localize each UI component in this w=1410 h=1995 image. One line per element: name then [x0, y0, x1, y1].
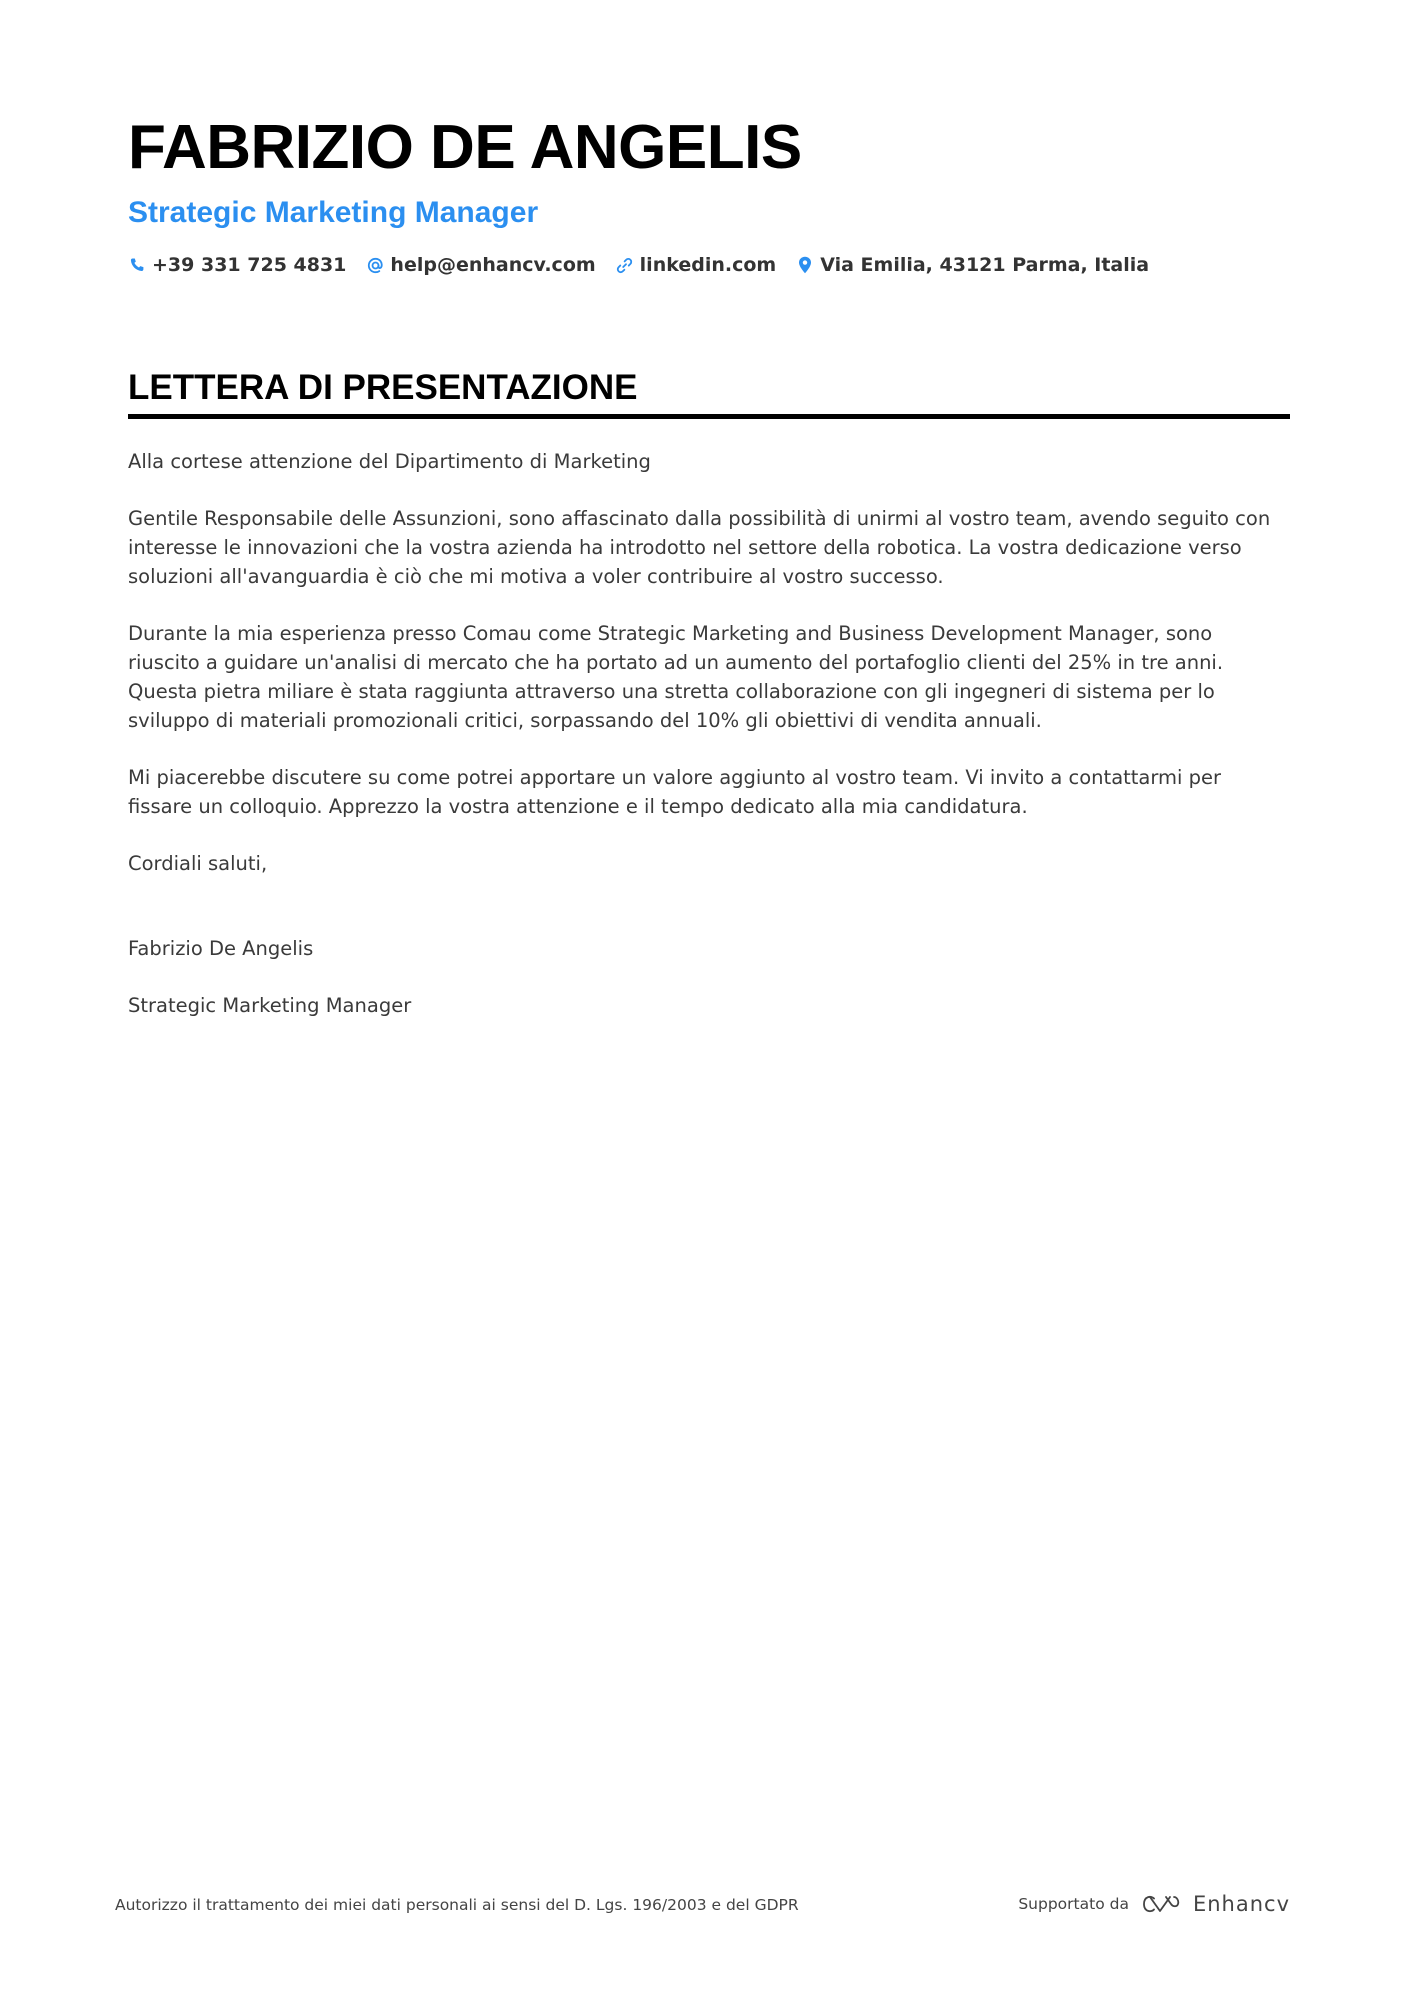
contact-bar [128, 254, 1288, 276]
letter-salutation: Alla cortese attenzione del Dipartimento di Marketing [128, 450, 651, 473]
signature-name: Fabrizio De Angelis [128, 937, 314, 960]
contact-linkedin-text: linkedin.com [639, 254, 777, 276]
letter-body [128, 447, 1278, 1020]
enhancv-logo-icon [1141, 1893, 1181, 1915]
powered-by[interactable] [1018, 1892, 1290, 1916]
applicant-name: FABRIZIO DE ANGELIS [128, 113, 802, 182]
link-icon [616, 255, 634, 275]
cover-letter-section [128, 366, 1290, 1048]
phone-icon [128, 255, 146, 275]
contact-phone[interactable] [128, 254, 346, 276]
contact-linkedin[interactable] [616, 254, 777, 276]
contact-address-text: Via Emilia, 43121 Parma, Italia [820, 254, 1150, 276]
signature-role: Strategic Marketing Manager [128, 994, 412, 1017]
letter-paragraph-1: Gentile Responsabile delle Assunzioni, sono affascinato dalla possibilità di unirmi al vostro team, avendo seguito con interesse le innovazioni che la vostra azienda ha introdotto nel settore della robotica. La vostra dedicazione verso soluzioni all'avanguardia è ciò che mi motiva a voler contribuire al vostro successo. [128, 507, 1271, 588]
contact-address [796, 254, 1149, 276]
powered-brand: Enhancv [1192, 1892, 1290, 1916]
letter-paragraph-2: Durante la mia esperienza presso Comau come Strategic Marketing and Business Development Manager, sono riuscito a guidare un'analisi di mercato che ha portato ad un aumento del portafoglio clienti del 25% in tre anni. Questa pietra miliare è stata raggiunta attraverso una stretta collaborazione con gli ingegneri di sistema per lo sviluppo di materiali promozionali critici, sorpassando del 10% gli obiettivi di vendita annuali. [128, 622, 1224, 732]
consent-note: Autorizzo il trattamento dei miei dati personali ai sensi del D. Lgs. 196/2003 e del GDPR [115, 1896, 799, 1914]
header [128, 112, 1288, 276]
letter-closing: Cordiali saluti, [128, 852, 268, 875]
contact-phone-text: +39 331 725 4831 [152, 254, 347, 276]
contact-email[interactable] [366, 254, 595, 276]
powered-label: Supportato da [1018, 1895, 1129, 1913]
footer [115, 1892, 1290, 1922]
location-pin-icon [796, 255, 814, 275]
contact-email-text: help@enhancv.com [390, 254, 596, 276]
at-icon [366, 255, 384, 275]
section-title: LETTERA DI PRESENTAZIONE [128, 366, 1290, 419]
applicant-role: Strategic Marketing Manager [128, 196, 539, 229]
letter-paragraph-3: Mi piacerebbe discutere su come potrei apportare un valore aggiunto al vostro team. Vi invito a contattarmi per fissare un colloquio. Apprezzo la vostra attenzione e il tempo dedicato alla mia candidatura. [128, 766, 1222, 818]
